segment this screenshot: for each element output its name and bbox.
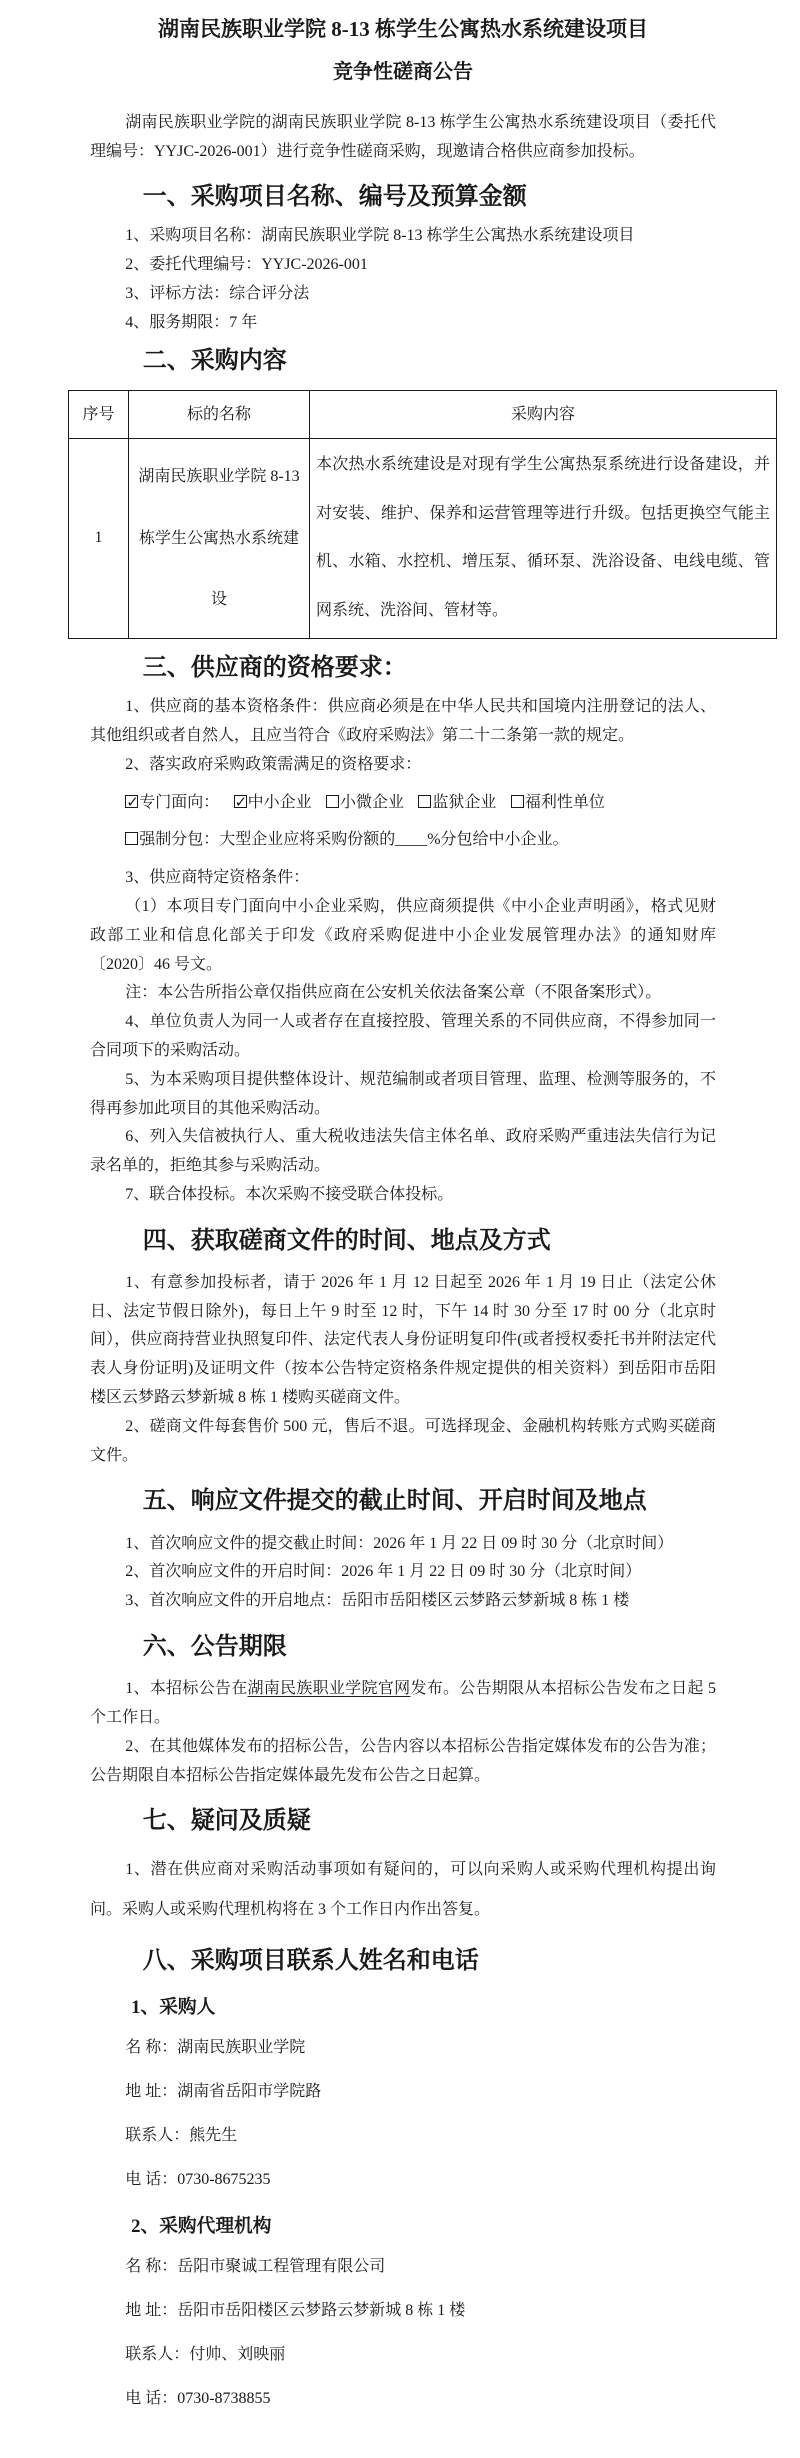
agency-contact-person: 联系人：付帅、刘映丽 xyxy=(125,2345,286,2363)
intro-paragraph: 湖南民族职业学院的湖南民族职业学院 8-13 栋学生公寓热水系统建设项目（委托代理编号：YYJC-2026-001）进行竞争性磋商采购，现邀请合格供应商参加投标。 xyxy=(90,114,716,161)
section3-note: 注：本公告所指公章仅指供应商在公安机关依法备案公章（不限备案形式）。 xyxy=(125,984,662,1002)
section5-heading: 五、响应文件提交的截止时间、开启时间及地点 xyxy=(142,1488,647,1515)
purchaser-contact-person: 联系人：熊先生 xyxy=(125,2127,238,2145)
section6-heading: 六、公告期限 xyxy=(142,1634,287,1661)
section7-p1: 1、潜在供应商对采购活动事项如有疑问的，可以向采购人或采购代理机构提出询问。采购人或采购代理机构将在 3 个工作日内作出答复。 xyxy=(90,1860,716,1918)
table-cell-content: 本次热水系统建设是对现有学生公寓热泵系统进行设备建设，并对安装、维护、保养和运营管理等进行升级。包括更换空气能主机、水箱、水控机、增压泵、循环泵、洗浴设备、电线电缆、管网系统、洗浴间、管材等。 xyxy=(310,438,777,638)
unchecked-checkbox-icon xyxy=(511,795,524,808)
section5-p2: 2、首次响应文件的开启时间：2026 年 1 月 22 日 09 时 30 分（北京时间） xyxy=(125,1563,642,1581)
section4-heading: 四、获取磋商文件的时间、地点及方式 xyxy=(142,1227,551,1254)
agency-address: 地 址：岳阳市岳阳楼区云梦路云梦新城 8 栋 1 楼 xyxy=(125,2302,466,2320)
policy-option-4-label: 福利性单位 xyxy=(524,793,605,811)
purchaser-name: 名 称：湖南民族职业学院 xyxy=(125,2039,306,2057)
unchecked-checkbox-icon xyxy=(418,795,431,808)
section6-p1-pre: 1、本招标公告在 xyxy=(125,1680,248,1698)
subcontract-label: 强制分包：大型企业应将采购份额的____%分包给中小企业。 xyxy=(139,831,569,849)
section5-p1: 1、首次响应文件的提交截止时间：2026 年 1 月 22 日 09 时 30 分（北京时间） xyxy=(125,1534,674,1552)
section8-heading: 八、采购项目联系人姓名和电话 xyxy=(142,1947,479,1974)
agency-name: 名 称：岳阳市聚诚工程管理有限公司 xyxy=(125,2258,386,2276)
section4-p2: 2、磋商文件每套售价 500 元，售后不退。可选择现金、金融机构转账方式购买磋商文件。 xyxy=(90,1417,716,1464)
table-header-name: 标的名称 xyxy=(129,390,310,438)
section4-p1: 1、有意参加投标者，请于 2026 年 1 月 12 日起至 2026 年 1 月 19 日止（法定公休日、法定节假日除外)，每日上午 9 时至 12 时，下午 14 时 30 分至 17 时 00 分（北京时间），供应商持营业执照复印件、法定代表人身份证明复印件(或者授权委托书并附法定代表人身份证明)及证明文件（按本公告特定资格条件规定提供的相关资料）到岳阳市岳阳楼区云梦路云梦新城 8 栋 1 楼购买磋商文件。 xyxy=(90,1273,716,1407)
policy-option-1-label: 中小企业 xyxy=(247,793,312,811)
checked-checkbox-icon xyxy=(234,792,248,811)
table-header-no: 序号 xyxy=(69,390,129,438)
table-header-row xyxy=(69,390,777,438)
section3-p8: 6、列入失信被执行人、重大税收违法失信主体名单、政府采购严重违法失信行为记录名单的，拒绝其参与采购活动。 xyxy=(90,1128,716,1175)
section3-p4: （1）本项目专门面向中小企业采购，供应商须提供《中小企业声明函》，格式见财政部工业和信息化部关于印发《政府采购促进中小企业发展管理办法》的通知财库〔2020〕46 号文。 xyxy=(90,897,716,973)
section6-p1 xyxy=(90,1675,716,1733)
table-cell-name: 湖南民族职业学院 8-13 栋学生公寓热水系统建设 xyxy=(129,438,310,638)
table-cell-no: 1 xyxy=(69,438,129,638)
section3-p6: 4、单位负责人为同一人或者存在直接控股、管理关系的不同供应商，不得参加同一合同项下的采购活动。 xyxy=(90,1013,716,1059)
policy-option-4 xyxy=(511,794,605,811)
section3-p3: 3、供应商特定资格条件： xyxy=(125,869,310,887)
check-icon: ✓ xyxy=(126,792,139,811)
unchecked-checkbox-icon xyxy=(326,795,339,808)
table-row xyxy=(69,438,777,638)
policy-option-2 xyxy=(326,794,404,811)
procurement-content-table xyxy=(68,390,777,639)
section6-p1-post: 发布。公告期限从本招标公告发布之日起 5 个工作日。 xyxy=(90,1680,716,1727)
purchaser-address: 地 址：湖南省岳阳市学院路 xyxy=(125,2083,322,2101)
policy-option-3-label: 监狱企业 xyxy=(432,793,497,811)
checked-checkbox-icon xyxy=(125,792,139,811)
section1-heading: 一、采购项目名称、编号及预算金额 xyxy=(142,184,527,211)
purchaser-phone: 电 话：0730-8675235 xyxy=(125,2170,271,2188)
document-title-line2: 竞争性磋商公告 xyxy=(333,61,473,84)
section7-heading: 七、疑问及质疑 xyxy=(142,1808,311,1835)
policy-option-1 xyxy=(234,794,312,811)
spacer xyxy=(90,167,716,173)
agency-phone: 电 话：0730-8738855 xyxy=(125,2389,271,2407)
section3-p7: 5、为本采购项目提供整体设计、规范编制或者项目管理、监理、检测等服务的，不得再参加此项目的其他采购活动。 xyxy=(90,1070,716,1117)
section3-p9: 7、联合体投标。本次采购不接受联合体投标。 xyxy=(125,1185,454,1203)
section2-heading: 二、采购内容 xyxy=(142,348,287,375)
policy-option-3 xyxy=(418,794,496,811)
agency-subheading: 2、采购代理机构 xyxy=(131,2215,272,2237)
policy-option-2-label: 小微企业 xyxy=(340,793,405,811)
section5-p3: 3、首次响应文件的开启地点：岳阳市岳阳楼区云梦路云梦新城 8 栋 1 楼 xyxy=(125,1592,630,1610)
purchaser-subheading: 1、采购人 xyxy=(131,1996,216,2018)
section1-item-4: 4、服务期限：7 年 xyxy=(125,313,258,331)
policy-checkbox-line xyxy=(90,789,716,818)
policy-lead xyxy=(125,794,219,811)
section3-heading: 三、供应商的资格要求： xyxy=(142,654,407,681)
table-header-content: 采购内容 xyxy=(310,390,777,438)
official-website-underlined-text: 湖南民族职业学院官网 xyxy=(247,1680,411,1698)
section3-p2: 2、落实政府采购政策需满足的资格要求： xyxy=(125,755,422,773)
document-title-line1: 湖南民族职业学院 8-13 栋学生公寓热水系统建设项目 xyxy=(158,17,648,41)
subcontract-checkbox-line xyxy=(90,826,716,855)
section1-item-3: 3、评标方法：综合评分法 xyxy=(125,284,310,302)
section6-p2: 2、在其他媒体发布的招标公告，公告内容以本招标公告指定媒体发布的公告为准；公告期限自本招标公告指定媒体最先发布公告之日起算。 xyxy=(90,1737,716,1784)
policy-lead-label: 专门面向： xyxy=(139,793,220,811)
section1-item-2: 2、委托代理编号：YYJC-2026-001 xyxy=(125,256,368,274)
check-icon: ✓ xyxy=(234,792,248,811)
section1-item-1: 1、采购项目名称：湖南民族职业学院 8-13 栋学生公寓热水系统建设项目 xyxy=(125,227,635,245)
unchecked-checkbox-icon xyxy=(125,832,138,845)
section3-p1: 1、供应商的基本资格条件：供应商必须是在中华人民共和国境内注册登记的法人、其他组织或者自然人，且应当符合《政府采购法》第二十二条第一款的规定。 xyxy=(90,698,716,744)
